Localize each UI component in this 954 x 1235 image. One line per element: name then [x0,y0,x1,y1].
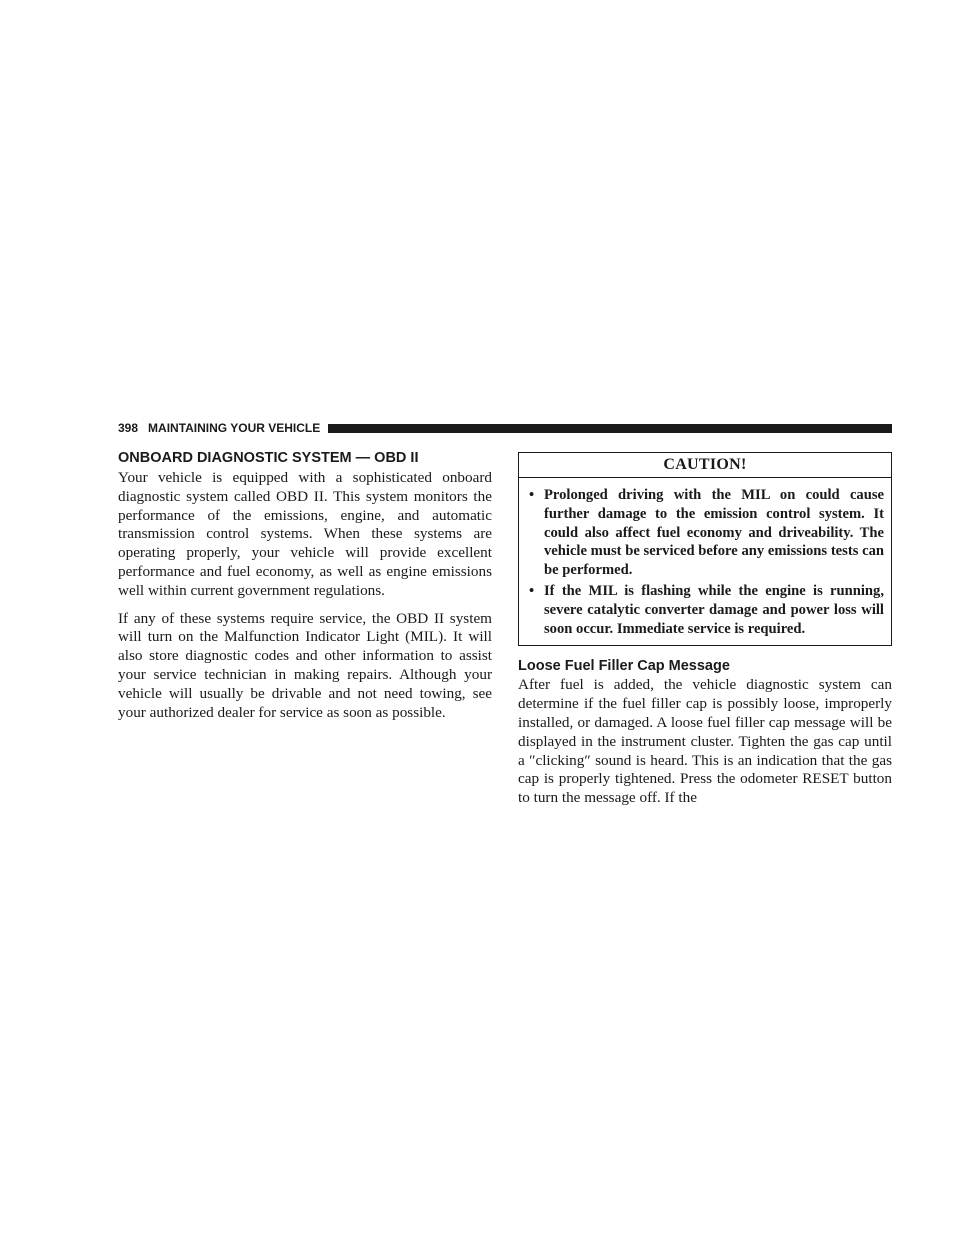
obd-service-paragraph: If any of these systems require service, the OBD II system will turn on the Malfunction Indicator Light (MIL). It will also store diagnostic codes and other information to assist your service technician in making repairs. Although your vehicle will usually be drivable and not need towing, see your authorized dealer for service as soon as possible. [118,609,492,721]
caution-title: CAUTION! [519,453,891,478]
page-header [118,420,892,436]
caution-item [527,486,884,580]
fuel-cap-subheading: Loose Fuel Filler Cap Message [518,658,730,675]
bullet-icon: • [529,582,535,599]
left-column [118,449,492,722]
caution-item-text: Prolonged driving with the MIL on could cause further damage to the emission control system. It could also affect fuel economy and driveability. The vehicle must be serviced before any emissions tests can be performed. [544,487,884,579]
bullet-icon: • [529,487,535,503]
caution-item [527,582,884,638]
right-column [518,449,892,808]
obd-heading: ONBOARD DIAGNOSTIC SYSTEM — OBD II [118,450,419,466]
caution-item-text: If the MIL is flashing while the engine is running, severe catalytic converter damage and power loss will soon occur. Immediate service is required. [544,582,884,637]
caution-list [519,478,891,645]
page-number: 398 [118,421,139,435]
header-rule [328,424,892,433]
section-title: MAINTAINING YOUR VEHICLE [148,421,321,435]
obd-intro-paragraph: Your vehicle is equipped with a sophisticated onboard diagnostic system called OBD II. This system monitors the performance of the emissions, engine, and automatic transmission control systems. When these systems are operating properly, your vehicle will provide excellent performance and fuel economy, as well as engine emissions well within current government regulations. [118,469,492,599]
caution-box [518,452,892,646]
fuel-cap-paragraph: After fuel is added, the vehicle diagnostic system can determine if the fuel filler cap is possibly loose, improperly installed, or damaged. A loose fuel filler cap message will be displayed in the instrument cluster. Tighten the gas cap until a ″clicking″ sound is heard. This is an indication that the gas cap is properly tightened. Press the odometer RESET button to turn the message off. If the [518,676,892,807]
